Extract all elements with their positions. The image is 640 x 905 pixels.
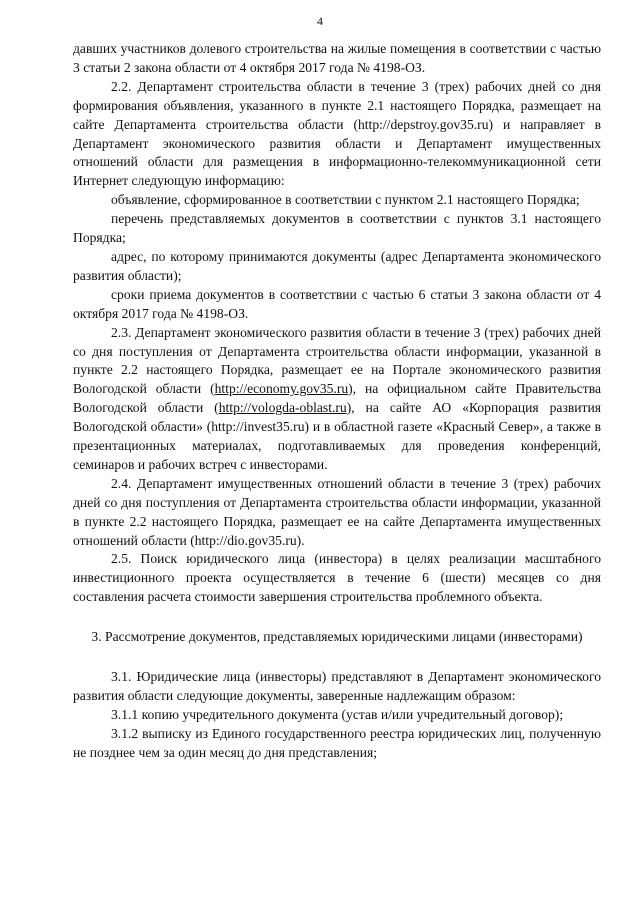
list-item-address: адрес, по которому принимаются документы (адрес Департамента экономического развития области);: [73, 248, 601, 283]
link-vologda-oblast[interactable]: http://vologda-oblast.ru: [218, 400, 347, 416]
paragraph-2-3-text-b: ), на официальном сайте Правительства Вологодской области (: [73, 381, 602, 416]
paragraph-2-2: 2.2. Департамент строительства области в течение 3 (трех) рабочих дней со дня формирования объявления, указанного в пункте 2.1 настоящего Порядка, размещает на сайте Департамента строительства области (http://depstroy.gov35.ru) и направляет в Департамент экономического развития области и Департамент имущественных отношений области для размещения в информационно-телекоммуникационной сети Интернет следующую информацию:: [73, 78, 601, 189]
paragraph-2-5: 2.5. Поиск юридического лица (инвестора) в целях реализации масштабного инвестиционного проекта осуществляется в течение 6 (шести) месяцев со дня составления расчета стоимости завершения строительства проблемного объекта.: [73, 551, 601, 605]
paragraph-2-3-text-a: 2.3. Департамент экономического развития области в течение 3 (трех) рабочих дней со дня поступления от Департамента строительства области информации, указанной в пункте 2.2 настоящего Порядка, размещает ее на Портале экономического развития Вологодской области (: [73, 324, 601, 397]
paragraph-3-1-2: 3.1.2 выписку из Единого государственного реестра юридических лиц, полученную не позднее чем за один месяц до дня представления;: [73, 725, 601, 760]
link-economy[interactable]: http://economy.gov35.ru: [214, 381, 349, 397]
document-body: [73, 40, 601, 763]
paragraph-2-4: 2.4. Департамент имущественных отношений области в течение 3 (трех) рабочих дней со дня поступления от Департамента строительства области информации, указанной в пункте 2.2 настоящего Порядка, размещает ее на сайте Департамента имущественных отношений области (http://dio.gov35.ru).: [73, 475, 601, 548]
list-item-announcement: объявление, сформированное в соответствии с пунктом 2.1 настоящего Порядка;: [111, 192, 580, 208]
list-item-documents: перечень представляемых документов в соответствии с пунктов 3.1 настоящего Порядка;: [73, 211, 601, 246]
paragraph-2-3-text-c: ), на сайте АО «Корпорация развития Вологодской области» (http://invest35.ru) и в областной газете «Красный Север», а также в презентационных материалах, подготавливаемых для проведения конференций, семинаров и рабочих встреч с инвесторами.: [73, 400, 601, 472]
paragraph-3-1-1: 3.1.1 копию учредительного документа (устав и/или учредительный договор);: [111, 706, 564, 722]
page-number: 4: [317, 14, 323, 28]
paragraph-continuation: давших участников долевого строительства на жилые помещения в соответствии с частью 3 статьи 2 закона области от 4 октября 2017 года № 4198-ОЗ.: [73, 41, 601, 75]
list-item-deadlines: сроки приема документов в соответствии с частью 6 статьи 3 закона области от 4 октября 2017 года № 4198-ОЗ.: [73, 286, 601, 321]
paragraph-3-1: 3.1. Юридические лица (инвесторы) представляют в Департамент экономического развития области следующие документы, заверенные надлежащим образом:: [73, 669, 601, 703]
section-heading-3: 3. Рассмотрение документов, представляемых юридическими лицами (инвесторами): [91, 629, 583, 645]
paragraph-2-3: [73, 324, 601, 475]
